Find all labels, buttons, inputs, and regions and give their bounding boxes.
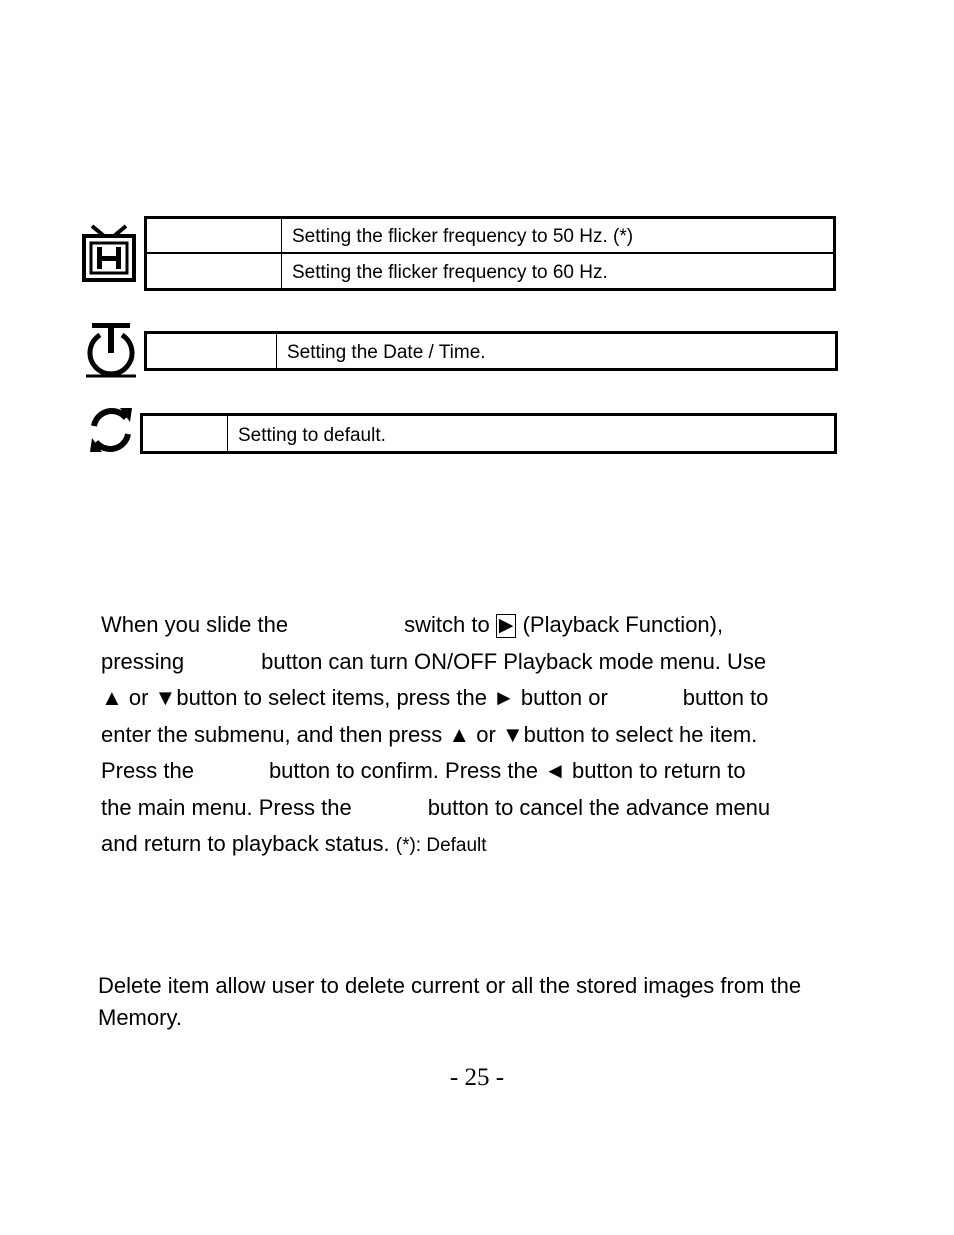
play-icon: ▶	[496, 614, 517, 638]
clock-power-icon	[84, 322, 138, 380]
text-line	[101, 790, 770, 827]
datetime-desc: Setting the Date / Time.	[287, 342, 486, 363]
text-line	[101, 717, 770, 754]
text: the main menu. Press the	[101, 794, 352, 820]
text: button to cancel the advance menu	[427, 794, 771, 820]
flicker-60-label	[147, 254, 282, 288]
table-row	[147, 334, 835, 368]
text: button to confirm. Press the ◄ button to return to	[268, 758, 746, 783]
text-line	[101, 644, 770, 681]
text: switch to	[404, 612, 490, 637]
text: enter the submenu, and then press ▲ or ▼button to select he item.	[101, 721, 758, 747]
text-line	[101, 753, 770, 790]
flicker-table	[144, 216, 836, 291]
reset-label	[143, 416, 228, 451]
text: pressing	[101, 648, 185, 674]
text: ▲ or ▼button to select items, press the ► button or	[101, 685, 608, 710]
text-line: Delete item allow user to delete current or all the stored images from the	[98, 973, 802, 998]
datetime-table	[144, 331, 838, 371]
default-note: (*): Default	[395, 835, 487, 856]
text-line	[101, 680, 770, 717]
reset-arrows-icon	[86, 404, 136, 456]
text-line	[101, 607, 770, 644]
playback-paragraph	[101, 607, 770, 863]
flicker-50-desc: Setting the flicker frequency to 50 Hz. (*)	[292, 226, 634, 247]
table-row	[147, 254, 833, 288]
table-row	[143, 416, 834, 451]
reset-table	[140, 413, 837, 454]
reset-desc: Setting to default.	[238, 425, 386, 446]
page-number: - 25 -	[449, 1064, 505, 1091]
flicker-60-desc: Setting the flicker frequency to 60 Hz.	[292, 262, 608, 283]
flicker-50-label	[147, 219, 282, 252]
text-line: Memory.	[98, 1005, 182, 1030]
text: (Playback Function),	[522, 612, 724, 637]
text: Press the	[101, 758, 194, 783]
text: When you slide the	[101, 612, 289, 637]
tv-flicker-icon	[82, 224, 136, 282]
delete-paragraph	[98, 970, 801, 1034]
text: and return to playback status.	[101, 831, 390, 856]
text: button to	[682, 685, 769, 710]
text-line	[101, 826, 770, 863]
table-row	[147, 219, 833, 254]
text: button can turn ON/OFF Playback mode menu. Use	[261, 648, 767, 674]
datetime-label	[147, 334, 277, 368]
